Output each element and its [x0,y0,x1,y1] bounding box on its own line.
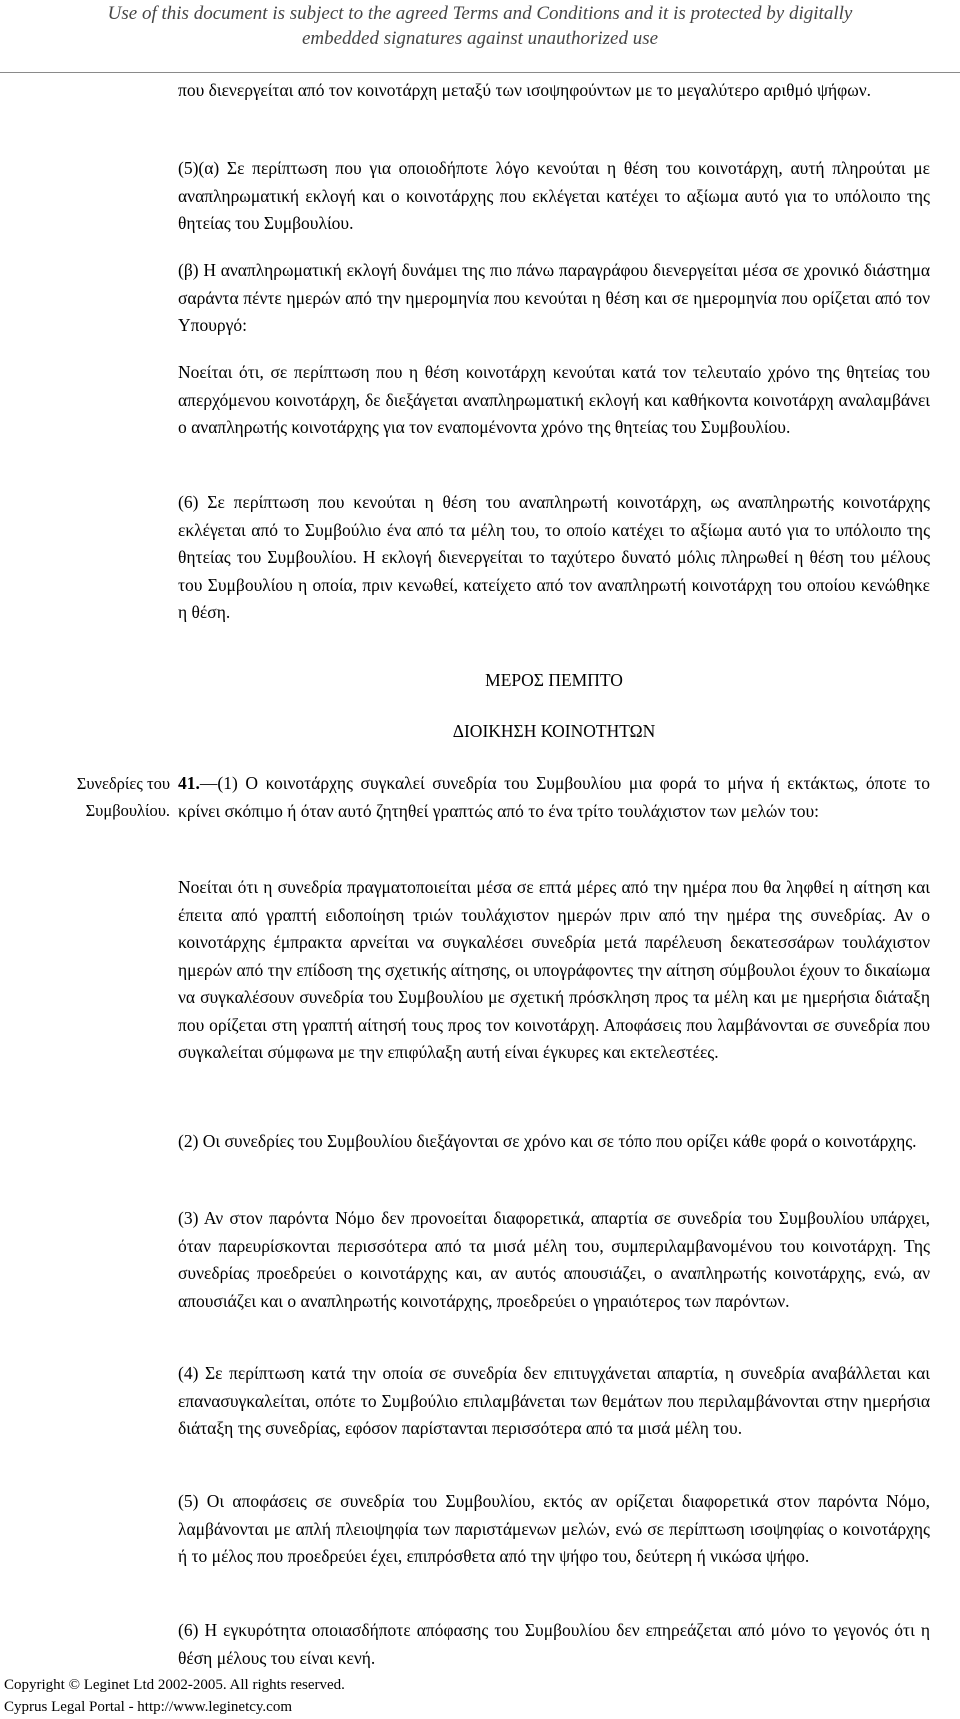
part-title: ΜΕΡΟΣ ΠΕΜΠΤΟ [485,670,623,690]
section-41-subsection-1 [178,770,930,825]
paragraph-text [178,770,930,825]
subsection-5b [178,257,930,340]
section-41-proviso [178,874,930,1067]
section-41-subsection-3 [178,1205,930,1315]
paragraph-text: (5) Οι αποφάσεις σε συνεδρία του Συμβουλίου, εκτός αν ορίζεται διαφορετικά στον παρόντα Νόμο, λαμβάνονται με απλή πλειοψηφία των παριστάμενων μελών, ενώ σε περίπτωση ισοψηφίας ο κοινοτάρχης ή το μέλος που προεδρεύει έχει, επιπρόσθετα από την ψήφο του, δεύτερη ή νικώσα ψήφο. [178,1491,930,1566]
section-number: 41. [178,773,200,793]
header-notice-line2: embedded signatures against unauthorized use [301,28,659,49]
paragraph-text: (5)(α) Σε περίπτωση που για οποιοδήποτε λόγο κενούται η θέση του κοινοτάρχη, αυτή πληρούται με αναπληρωματική εκλογή και ο κοινοτάρχης που εκλέγεται κατέχει το αξίωμα αυτό για το υπόλοιπο της θητείας του Συμβουλίου. [178,158,930,233]
paragraph-continuation [178,77,930,105]
margin-note-line1: Συνεδρίες του [76,774,170,793]
section-41-subsection-5 [178,1488,930,1571]
section-41-margin-note [10,770,170,824]
section-41-subsection-4 [178,1360,930,1443]
header-divider [0,72,960,73]
part-subtitle: ΔΙΟΙΚΗΣΗ ΚΟΙΝΟΤΗΤΩΝ [452,721,656,741]
subsection-6 [178,489,930,627]
header-notice-line1: Use of this document is subject to the agreed Terms and Conditions and it is protected by digitally [107,3,853,24]
paragraph-text: Νοείται ότι, σε περίπτωση που η θέση κοινοτάρχη κενούται κατά τον τελευταίο χρόνο της θητείας του απερχόμενου κοινοτάρχη, δε διεξάγεται αναπληρωματική εκλογή και καθήκοντα κοινοτάρχη αναλαμβάνει ο αναπληρωτής κοινοτάρχης για τον εναπομένοντα χρόνο της θητείας του Συμβουλίου. [178,362,930,437]
section-41-subsection-2 [178,1128,930,1156]
subsection-5a [178,155,930,238]
subsection-5-proviso [178,359,930,442]
paragraph-text: (β) Η αναπληρωματική εκλογή δυνάμει της πιο πάνω παραγράφου διενεργείται μέσα σε χρονικό διάστημα σαράντα πέντε ημερών από την ημερομηνία που κενούται η θέση και σε ημερομηνία που ορίζεται από τον Υπουργό: [178,260,930,335]
paragraph-text: (4) Σε περίπτωση κατά την οποία σε συνεδρία δεν επιτυγχάνεται απαρτία, η συνεδρία αναβάλλεται και επανασυγκαλείται, οπότε το Συμβούλιο επιλαμβάνεται των θεμάτων που περιλαμβάνονται στην ημερήσια διάταξη της συνεδρίας, εφόσον παρίστανται περισσότερα από τα μισά μέλη του. [178,1363,930,1438]
paragraph-text: που διενεργείται από τον κοινοτάρχη μεταξύ των ισοψηφούντων με το μεγαλύτερο αριθμό ψήφων. [178,80,872,100]
paragraph-text: (2) Οι συνεδρίες του Συμβουλίου διεξάγονται σε χρόνο και σε τόπο που ορίζει κάθε φορά ο κοινοτάρχης. [178,1131,917,1151]
paragraph-text: Νοείται ότι η συνεδρία πραγματοποιείται μέσα σε επτά μέρες από την ημέρα που θα ληφθεί η αίτηση και έπειτα από γραπτή ειδοποίηση τριών τουλάχιστον ημερών πριν από την ημέρα της συνεδρίας. Αν ο κοινοτάρχης έμπρακτα αρνείται να συγκαλέσει συνεδρία μετά παρέλευση δεκατεσσάρων τουλάχιστον ημερών από την επίδοση της σχετικής αίτησης, οι υπογράφοντες την αίτηση σύμβουλοι έχουν το δικαίωμα να συγκαλέσουν συνεδρία του Συμβουλίου με σχετική πρόσκληση προς τα μέλη και με ημερήσια διάταξη που ορίζεται στη γραπτή αίτησή τους προς τον κοινοτάρχη. Αποφάσεις που λαμβάνονται σε συνεδρία που συγκαλείται σύμφωνα με την επιφύλαξη αυτή είναι έγκυρες και εκτελεστέες. [178,877,930,1062]
footer-copyright: Copyright © Leginet Ltd 2002-2005. All rights reserved. [4,1677,345,1693]
margin-note-line2: Συμβουλίου. [85,801,170,820]
document-header [0,0,960,72]
section-dash: — [199,773,218,793]
section-text: (1) Ο κοινοτάρχης συγκαλεί συνεδρία του Συμβουλίου μια φορά το μήνα ή εκτάκτως, όποτε το κρίνει σκόπιμο ή όταν αυτό ζητηθεί γραπτώς από το ένα τρίτο τουλάχιστον των μελών του: [178,773,930,821]
paragraph-text: (6) Σε περίπτωση που κενούται η θέση του αναπληρωτή κοινοτάρχη, ως αναπληρωτής κοινοτάρχης εκλέγεται από το Συμβούλιο ένα από τα μέλη του, το οποίο κατέχει το αξίωμα αυτό για το υπόλοιπο της θητείας του Συμβουλίου. Η εκλογή διενεργείται το ταχύτερο δυνατό μόλις πληρωθεί η θέση του μέλους του Συμβουλίου η οποία, πριν κενωθεί, κατείχετο από τον αναπληρωτή κοινοτάρχη του οποίου κενώθηκε η θέση. [178,492,930,622]
footer-portal-link[interactable]: Cyprus Legal Portal - http://www.leginetcy.com [4,1699,292,1715]
section-41-subsection-6 [178,1617,930,1672]
paragraph-text: (3) Αν στον παρόντα Νόμο δεν προνοείται διαφορετικά, απαρτία σε συνεδρία του Συμβουλίου υπάρχει, όταν παρευρίσκονται περισσότερα από τα μισά μέλη του, συμπεριλαμβανομένου του κοινοτάρχη. Της συνεδρίας προεδρεύει ο κοινοτάρχης και, αν αυτός απουσιάζει, ο αναπληρωτής κοινοτάρχης, ενώ, αν απουσιάζει και ο αναπληρωτής κοινοτάρχης, προεδρεύει ο γηραιότερος των παρόντων. [178,1208,930,1311]
paragraph-text: (6) Η εγκυρότητα οποιασδήποτε απόφασης του Συμβουλίου δεν επηρεάζεται από μόνο το γεγονός ότι η θέση μέλους του είναι κενή. [178,1620,930,1668]
